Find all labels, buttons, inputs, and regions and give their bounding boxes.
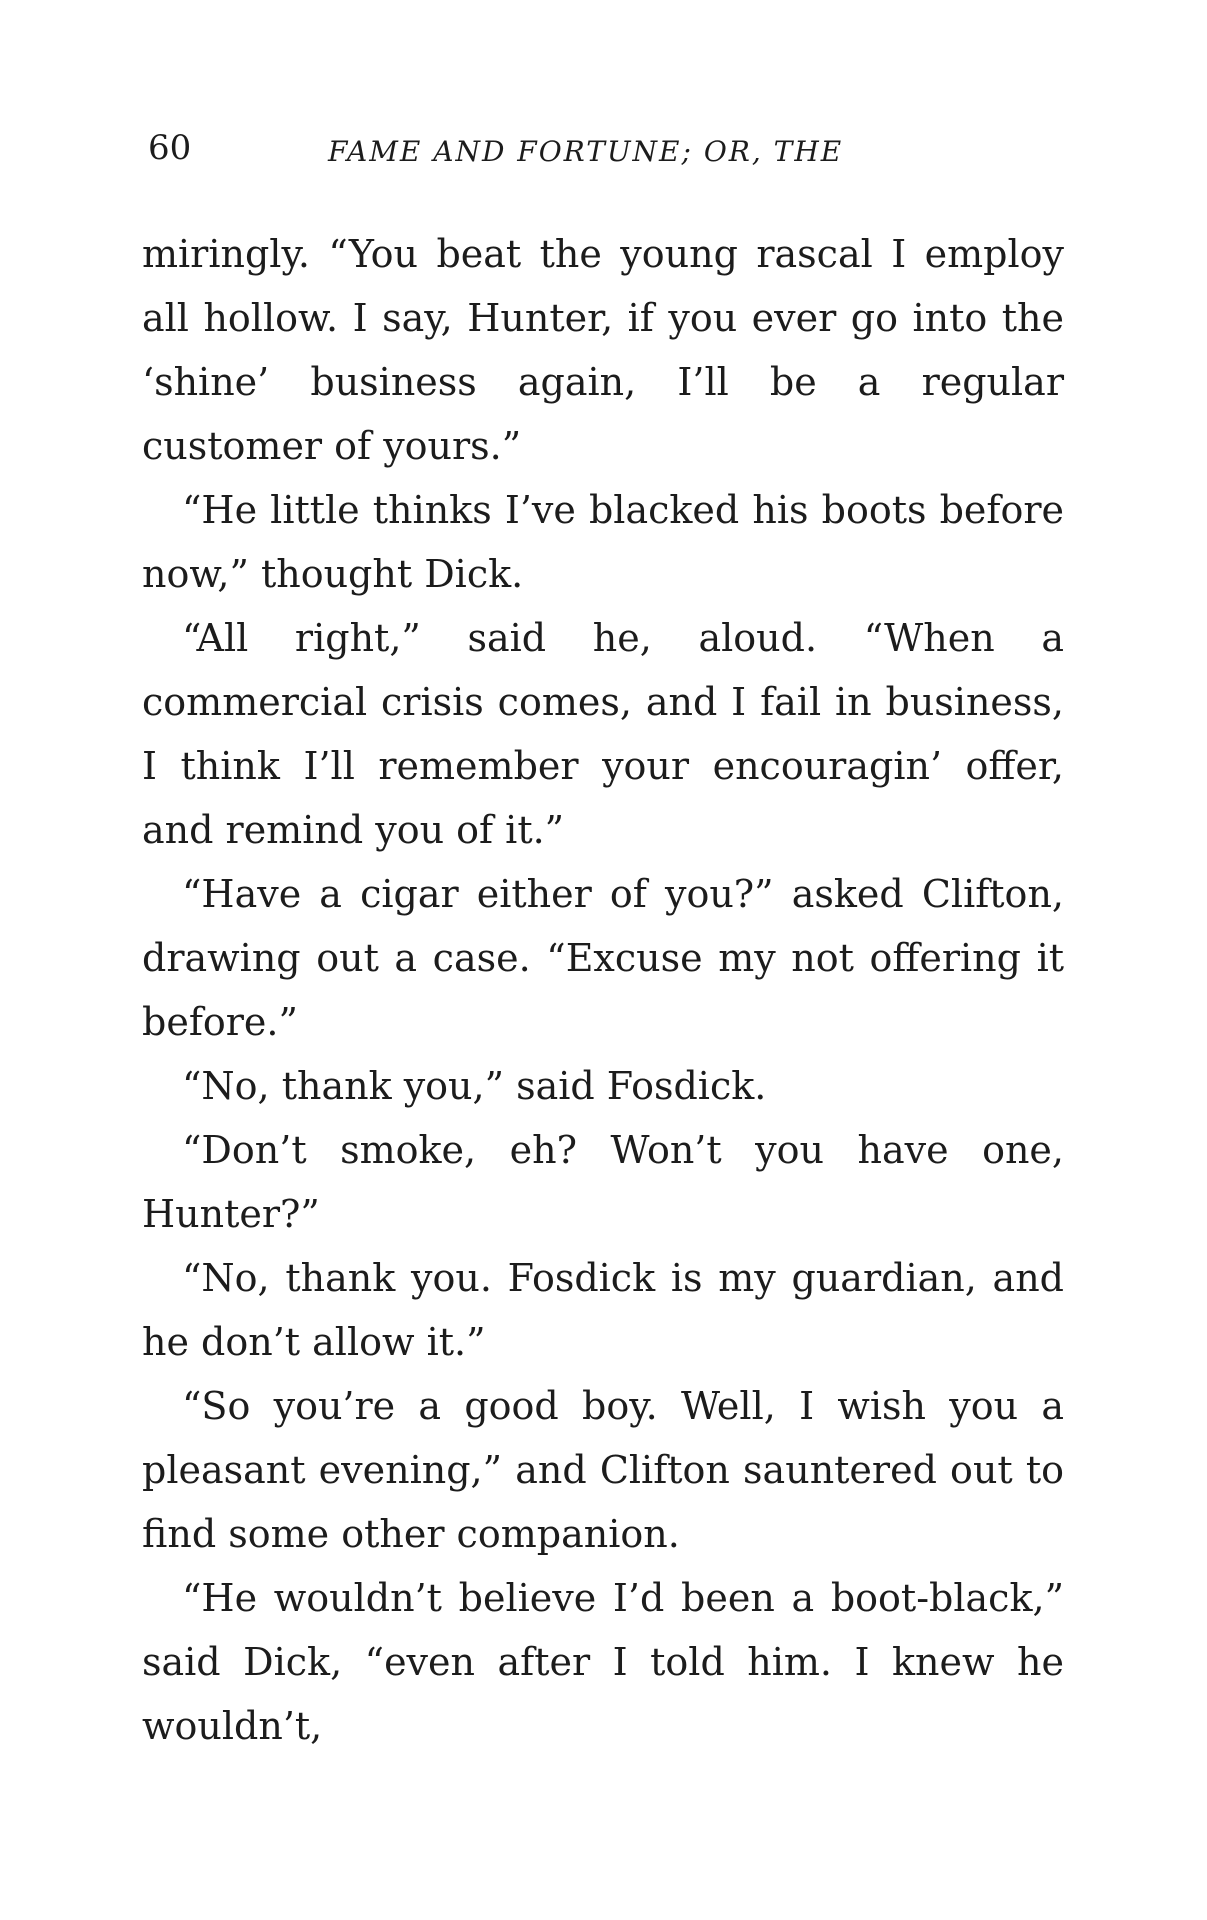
paragraph: “Don’t smoke, eh? Won’t you have one, Hunter?”: [142, 1128, 1064, 1236]
running-head: FAME AND FORTUNE; OR, THE: [328, 135, 844, 168]
paragraph: “All right,” said he, aloud. “When a commercial crisis comes, and I fail in business, I think I’ll remember your encouragin’ offer, and remind you of it.”: [142, 616, 1064, 852]
paragraph: “He wouldn’t believe I’d been a boot-black,” said Dick, “even after I told him. I knew he wouldn’t,: [142, 1576, 1064, 1748]
page-header: [148, 128, 908, 178]
paragraph: “So you’re a good boy. Well, I wish you a pleasant evening,” and Clifton sauntered out to find some other companion.: [142, 1384, 1064, 1556]
paragraph: “Have a cigar either of you?” asked Clifton, drawing out a case. “Excuse my not offering it before.”: [142, 872, 1064, 1044]
paragraph: “No, thank you,” said Fosdick.: [182, 1064, 767, 1108]
paragraph: miringly. “You beat the young rascal I employ all hollow. I say, Hunter, if you ever go into the ‘shine’ business again, I’ll be a regular customer of yours.”: [142, 232, 1064, 468]
page-body: [142, 222, 1064, 1758]
page-number: 60: [148, 128, 192, 168]
paragraph: “No, thank you. Fosdick is my guardian, and he don’t allow it.”: [142, 1256, 1064, 1364]
paragraph: “He little thinks I’ve blacked his boots before now,” thought Dick.: [142, 488, 1064, 596]
